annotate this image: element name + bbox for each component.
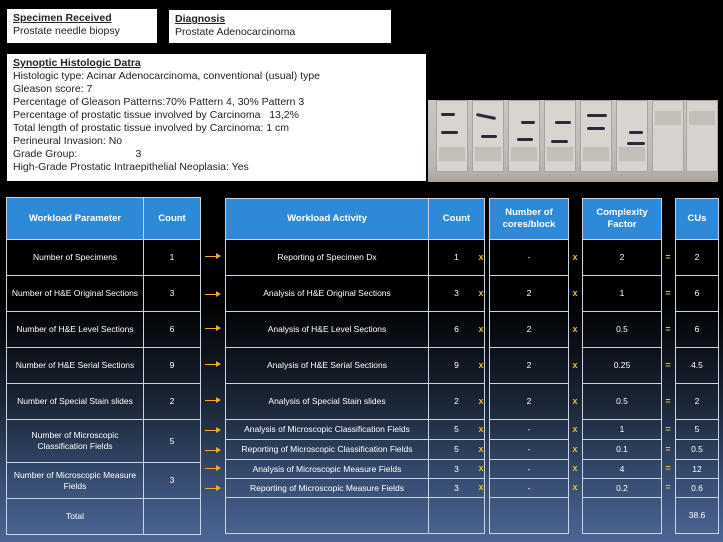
- equals-icon: =: [665, 251, 671, 262]
- cus-value: 6: [676, 276, 719, 312]
- cores-value: -: [490, 479, 569, 498]
- synoptic-line: Percentage of Gleason Patterns:70% Pattern 4, 30% Pattern 3: [13, 96, 305, 108]
- table-row: [226, 240, 485, 276]
- parameter-label: Number of Special Stain slides: [7, 384, 144, 420]
- multiply-icon: x: [478, 287, 484, 298]
- cores-value: -: [490, 460, 569, 479]
- multiply-icon: x: [478, 359, 484, 370]
- multiply-icon: x: [478, 395, 484, 406]
- synoptic-line: Total length of prostatic tissue involved by Carcinoma: 1 cm: [13, 122, 290, 134]
- multiply-icon: x: [572, 443, 578, 454]
- cores-value: 2: [490, 276, 569, 312]
- table-row: [7, 463, 201, 499]
- cores-value: 2: [490, 348, 569, 384]
- activity-count: 6: [429, 312, 485, 348]
- activity-count: 1: [429, 240, 485, 276]
- multiply-icon: x: [572, 287, 578, 298]
- total-count: [144, 499, 201, 535]
- synoptic-line: Percentage of prostatic tissue involved by Carcinoma 13,2%: [13, 109, 299, 121]
- glass-slide: [472, 100, 504, 172]
- glass-slide: [508, 100, 540, 172]
- header-complexity-factor: Complexity Factor: [583, 199, 662, 240]
- specimen-title: Specimen Received: [13, 12, 112, 24]
- multiply-icon: x: [478, 482, 484, 492]
- multiply-icon: x: [478, 463, 484, 473]
- parameter-count: 3: [144, 276, 201, 312]
- parameter-label: Number of Microscopic Classification Fields: [7, 420, 144, 463]
- table-row: [7, 312, 201, 348]
- arrow-right-icon: [205, 484, 221, 492]
- multiply-icon: x: [572, 482, 578, 492]
- header-count: Count: [429, 199, 485, 240]
- cus-value: 5: [676, 420, 719, 440]
- multiply-icon: x: [572, 251, 578, 262]
- cus-column: [675, 198, 719, 534]
- synoptic-line: Grade Group: 3: [13, 148, 142, 160]
- factor-value: 0.5: [583, 384, 662, 420]
- cus-value: 2: [676, 240, 719, 276]
- table-row: [7, 240, 201, 276]
- header-count: Count: [144, 198, 201, 240]
- parameter-count: 9: [144, 348, 201, 384]
- parameter-count: 5: [144, 420, 201, 463]
- factor-value: 4: [583, 460, 662, 479]
- activity-label: Analysis of H&E Level Sections: [226, 312, 429, 348]
- activity-label: Reporting of Microscopic Classification Fields: [226, 440, 429, 460]
- activity-count: 3: [429, 276, 485, 312]
- header-cus: CUs: [676, 199, 719, 240]
- header-workload-parameter: Workload Parameter: [7, 198, 144, 240]
- diagnosis-box: [169, 10, 391, 43]
- table-row: [226, 312, 485, 348]
- activity-label: Reporting of Microscopic Measure Fields: [226, 479, 429, 498]
- table-row: [226, 440, 485, 460]
- factor-value: 0.2: [583, 479, 662, 498]
- equals-icon: =: [665, 423, 671, 434]
- cores-total-empty: [490, 498, 569, 534]
- glass-slide: [616, 100, 648, 172]
- table-row: [226, 384, 485, 420]
- activity-label: Analysis of Microscopic Measure Fields: [226, 460, 429, 479]
- diagnosis-value: Prostate Adenocarcinoma: [175, 26, 296, 38]
- factor-value: 0.5: [583, 312, 662, 348]
- multiply-icon: x: [478, 423, 484, 434]
- table-row-total: [7, 499, 201, 535]
- equals-icon: =: [665, 463, 671, 473]
- activity-label: Analysis of H&E Original Sections: [226, 276, 429, 312]
- activity-count: 5: [429, 440, 485, 460]
- header-workload-activity: Workload Activity: [226, 199, 429, 240]
- arrow-right-icon: [205, 252, 221, 260]
- factor-value: 2: [583, 240, 662, 276]
- table-row: [226, 420, 485, 440]
- cores-value: -: [490, 440, 569, 460]
- total-label: Total: [7, 499, 144, 535]
- cus-value: 4.5: [676, 348, 719, 384]
- table-row: [226, 276, 485, 312]
- table-row: [226, 460, 485, 479]
- factor-total-empty: [583, 498, 662, 534]
- glass-slide: [544, 100, 576, 172]
- factor-value: 1: [583, 420, 662, 440]
- complexity-factor-column: [582, 198, 662, 534]
- cus-value: 0.6: [676, 479, 719, 498]
- activity-label: Reporting of Specimen Dx: [226, 240, 429, 276]
- glass-slide: [580, 100, 612, 172]
- equals-icon: =: [665, 443, 671, 454]
- cores-value: 2: [490, 384, 569, 420]
- table-row: [226, 479, 485, 498]
- activity-count: 3: [429, 479, 485, 498]
- parameter-count: 6: [144, 312, 201, 348]
- cus-total: 38.6: [676, 498, 719, 534]
- parameter-count: 2: [144, 384, 201, 420]
- arrow-right-icon: [205, 324, 221, 332]
- parameter-label: Number of H&E Level Sections: [7, 312, 144, 348]
- activity-label: Analysis of H&E Serial Sections: [226, 348, 429, 384]
- parameter-label: Number of Specimens: [7, 240, 144, 276]
- cores-value: -: [490, 420, 569, 440]
- synoptic-line: Histologic type: Acinar Adenocarcinoma, conventional (usual) type: [13, 70, 321, 82]
- cus-value: 0.5: [676, 440, 719, 460]
- arrow-right-icon: [205, 360, 221, 368]
- activity-count: 2: [429, 384, 485, 420]
- workload-parameter-table: [6, 197, 201, 535]
- parameter-label: Number of Microscopic Measure Fields: [7, 463, 144, 499]
- cus-value: 6: [676, 312, 719, 348]
- table-row: [7, 348, 201, 384]
- activity-label: Analysis of Microscopic Classification Fields: [226, 420, 429, 440]
- specimen-received-box: [7, 9, 157, 43]
- factor-value: 1: [583, 276, 662, 312]
- specimen-value: Prostate needle biopsy: [13, 25, 120, 37]
- table-row-total: [226, 498, 485, 534]
- diagnosis-title: Diagnosis: [175, 13, 226, 25]
- table-row: [7, 384, 201, 420]
- arrow-right-icon: [205, 426, 221, 434]
- arrow-right-icon: [205, 290, 221, 298]
- multiply-icon: x: [478, 251, 484, 262]
- glass-slide: [436, 100, 468, 172]
- arrow-right-icon: [205, 396, 221, 404]
- multiply-icon: x: [478, 443, 484, 454]
- table-row: [226, 348, 485, 384]
- activity-count: 9: [429, 348, 485, 384]
- synoptic-line: Gleason score: 7: [13, 83, 93, 95]
- cus-value: 2: [676, 384, 719, 420]
- arrow-right-icon: [205, 446, 221, 454]
- cores-value: -: [490, 240, 569, 276]
- activity-count: 3: [429, 460, 485, 479]
- table-row: [7, 420, 201, 463]
- glass-slide: [686, 100, 718, 172]
- header-cores-per-block: Number of cores/block: [490, 199, 569, 240]
- parameter-label: Number of H&E Serial Sections: [7, 348, 144, 384]
- synoptic-title: Synoptic Histologic Datra: [13, 57, 141, 69]
- factor-value: 0.1: [583, 440, 662, 460]
- multiply-icon: x: [572, 323, 578, 334]
- multiply-icon: x: [572, 423, 578, 434]
- activity-total-empty: [226, 498, 429, 534]
- multiply-icon: x: [572, 395, 578, 406]
- activity-count: 5: [429, 420, 485, 440]
- synoptic-data-box: [7, 54, 426, 181]
- synoptic-line: Perineural Invasion: No: [13, 135, 123, 147]
- equals-icon: =: [665, 323, 671, 334]
- parameter-count: 1: [144, 240, 201, 276]
- arrow-right-icon: [205, 464, 221, 472]
- cores-value: 2: [490, 312, 569, 348]
- multiply-icon: x: [572, 359, 578, 370]
- slides-photo: [428, 100, 718, 182]
- equals-icon: =: [665, 395, 671, 406]
- equals-icon: =: [665, 482, 671, 492]
- parameter-count: 3: [144, 463, 201, 499]
- activity-count-total-empty: [429, 498, 485, 534]
- workload-activity-table: [225, 198, 485, 534]
- equals-icon: =: [665, 359, 671, 370]
- equals-icon: =: [665, 287, 671, 298]
- factor-value: 0.25: [583, 348, 662, 384]
- activity-label: Analysis of Special Stain slides: [226, 384, 429, 420]
- multiply-icon: x: [572, 463, 578, 473]
- multiply-icon: x: [478, 323, 484, 334]
- synoptic-line: High-Grade Prostatic Intraepithelial Neoplasia: Yes: [13, 161, 249, 173]
- glass-slide: [652, 100, 684, 172]
- cores-per-block-column: [489, 198, 569, 534]
- cus-value: 12: [676, 460, 719, 479]
- table-row: [7, 276, 201, 312]
- parameter-label: Number of H&E Original Sections: [7, 276, 144, 312]
